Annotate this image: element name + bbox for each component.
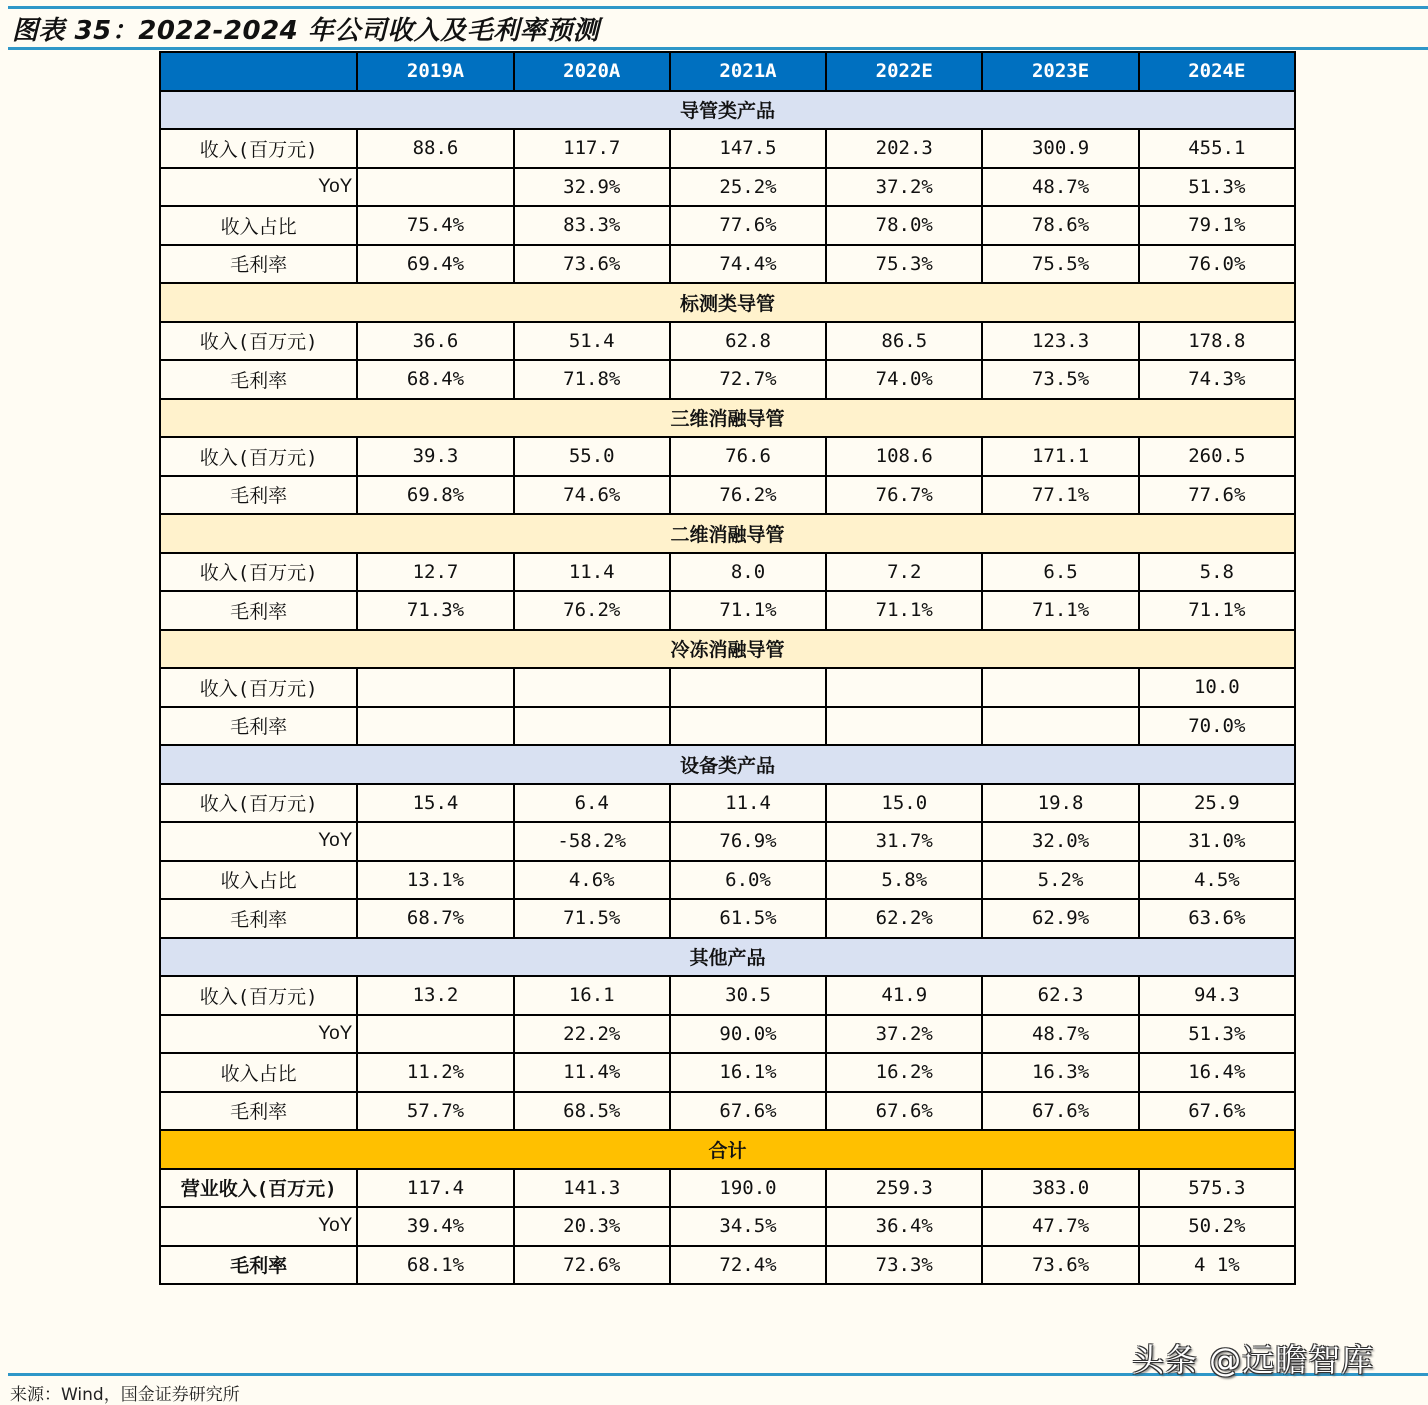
value-cell: 5.2% xyxy=(982,861,1138,900)
value-cell: 147.5 xyxy=(670,129,826,168)
value-cell: 61.5% xyxy=(670,899,826,938)
value-cell xyxy=(826,707,982,746)
value-cell: 11.4 xyxy=(514,553,670,592)
value-cell: 71.5% xyxy=(514,899,670,938)
value-cell: 51.3% xyxy=(1139,1015,1295,1054)
row-label: 收入占比 xyxy=(160,1053,357,1092)
value-cell: 11.4 xyxy=(670,784,826,823)
section-title: 冷冻消融导管 xyxy=(160,630,1295,669)
value-cell: 300.9 xyxy=(982,129,1138,168)
section-title: 设备类产品 xyxy=(160,745,1295,784)
value-cell: 15.0 xyxy=(826,784,982,823)
value-cell: 94.3 xyxy=(1139,976,1295,1015)
value-cell: 78.0% xyxy=(826,206,982,245)
row-label: 收入(百万元) xyxy=(160,437,357,476)
value-cell: 16.1% xyxy=(670,1053,826,1092)
value-cell xyxy=(982,668,1138,707)
value-cell: 69.8% xyxy=(357,476,513,515)
value-cell: 74.6% xyxy=(514,476,670,515)
value-cell: 74.4% xyxy=(670,245,826,284)
value-cell: 62.9% xyxy=(982,899,1138,938)
value-cell: 83.3% xyxy=(514,206,670,245)
value-cell: 4.6% xyxy=(514,861,670,900)
value-cell: 73.6% xyxy=(514,245,670,284)
value-cell: 39.4% xyxy=(357,1207,513,1246)
value-cell: 71.1% xyxy=(826,591,982,630)
value-cell: 76.2% xyxy=(514,591,670,630)
value-cell: 55.0 xyxy=(514,437,670,476)
value-cell: 30.5 xyxy=(670,976,826,1015)
value-cell: 16.4% xyxy=(1139,1053,1295,1092)
value-cell: 51.3% xyxy=(1139,168,1295,207)
value-cell: 63.6% xyxy=(1139,899,1295,938)
value-cell: 36.6 xyxy=(357,322,513,361)
value-cell xyxy=(514,668,670,707)
value-cell: 69.4% xyxy=(357,245,513,284)
value-cell: 36.4% xyxy=(826,1207,982,1246)
value-cell: 20.3% xyxy=(514,1207,670,1246)
value-cell: 10.0 xyxy=(1139,668,1295,707)
table-row xyxy=(160,437,1295,476)
value-cell: 62.2% xyxy=(826,899,982,938)
header-cell-2021A: 2021A xyxy=(670,52,826,91)
value-cell: 75.3% xyxy=(826,245,982,284)
section-title: 标测类导管 xyxy=(160,283,1295,322)
row-label: 毛利率 xyxy=(160,360,357,399)
value-cell: 86.5 xyxy=(826,322,982,361)
value-cell: 76.6 xyxy=(670,437,826,476)
value-cell: 57.7% xyxy=(357,1092,513,1131)
row-label: 毛利率 xyxy=(160,707,357,746)
row-label: 毛利率 xyxy=(160,476,357,515)
row-label: 毛利率 xyxy=(160,1246,357,1285)
table-row xyxy=(160,976,1295,1015)
value-cell: 34.5% xyxy=(670,1207,826,1246)
value-cell: 62.3 xyxy=(982,976,1138,1015)
section-title: 其他产品 xyxy=(160,938,1295,977)
section-row xyxy=(160,514,1295,553)
table-row xyxy=(160,168,1295,207)
value-cell: 73.3% xyxy=(826,1246,982,1285)
value-cell: 79.1% xyxy=(1139,206,1295,245)
table-row xyxy=(160,322,1295,361)
section-row xyxy=(160,745,1295,784)
table-row xyxy=(160,591,1295,630)
value-cell: 32.9% xyxy=(514,168,670,207)
value-cell: 141.3 xyxy=(514,1169,670,1208)
value-cell: 8.0 xyxy=(670,553,826,592)
value-cell: 4 1% xyxy=(1139,1246,1295,1285)
value-cell: 6.0% xyxy=(670,861,826,900)
value-cell: 88.6 xyxy=(357,129,513,168)
value-cell: 6.5 xyxy=(982,553,1138,592)
row-label: YoY xyxy=(160,1015,357,1054)
header-cell-2020A: 2020A xyxy=(514,52,670,91)
value-cell xyxy=(357,668,513,707)
section-title: 合计 xyxy=(160,1130,1295,1169)
value-cell: 68.7% xyxy=(357,899,513,938)
value-cell: 74.3% xyxy=(1139,360,1295,399)
value-cell: 22.2% xyxy=(514,1015,670,1054)
value-cell: 12.7 xyxy=(357,553,513,592)
value-cell: 123.3 xyxy=(982,322,1138,361)
table-row xyxy=(160,1015,1295,1054)
table-row xyxy=(160,861,1295,900)
table-row xyxy=(160,206,1295,245)
table-row xyxy=(160,360,1295,399)
value-cell: 19.8 xyxy=(982,784,1138,823)
row-label: 毛利率 xyxy=(160,1092,357,1131)
value-cell: 15.4 xyxy=(357,784,513,823)
table-row xyxy=(160,1246,1295,1285)
value-cell xyxy=(670,707,826,746)
value-cell: 76.9% xyxy=(670,822,826,861)
value-cell: 202.3 xyxy=(826,129,982,168)
value-cell: 68.1% xyxy=(357,1246,513,1285)
value-cell: 5.8 xyxy=(1139,553,1295,592)
section-row xyxy=(160,91,1295,130)
value-cell: 31.0% xyxy=(1139,822,1295,861)
value-cell: 72.4% xyxy=(670,1246,826,1285)
value-cell xyxy=(982,707,1138,746)
forecast-table xyxy=(159,51,1296,1285)
section-row xyxy=(160,938,1295,977)
table-row xyxy=(160,784,1295,823)
table-row xyxy=(160,1053,1295,1092)
table-body xyxy=(160,91,1295,1285)
value-cell xyxy=(826,668,982,707)
row-label: 收入(百万元) xyxy=(160,976,357,1015)
value-cell: 74.0% xyxy=(826,360,982,399)
value-cell: 67.6% xyxy=(1139,1092,1295,1131)
value-cell: 71.1% xyxy=(670,591,826,630)
value-cell: 75.5% xyxy=(982,245,1138,284)
value-cell: 117.4 xyxy=(357,1169,513,1208)
row-label: YoY xyxy=(160,822,357,861)
table-row xyxy=(160,1207,1295,1246)
value-cell: 90.0% xyxy=(670,1015,826,1054)
value-cell: 68.4% xyxy=(357,360,513,399)
value-cell: 37.2% xyxy=(826,168,982,207)
value-cell: 67.6% xyxy=(826,1092,982,1131)
title-top-rule xyxy=(8,6,1428,9)
section-row xyxy=(160,1130,1295,1169)
value-cell: 76.0% xyxy=(1139,245,1295,284)
value-cell: 25.9 xyxy=(1139,784,1295,823)
value-cell: 48.7% xyxy=(982,1015,1138,1054)
value-cell xyxy=(670,668,826,707)
header-cell-2019A: 2019A xyxy=(357,52,513,91)
header-cell-2022E: 2022E xyxy=(826,52,982,91)
value-cell: 4.5% xyxy=(1139,861,1295,900)
value-cell: 11.2% xyxy=(357,1053,513,1092)
table-row xyxy=(160,1169,1295,1208)
value-cell xyxy=(357,822,513,861)
table-row xyxy=(160,476,1295,515)
value-cell: 67.6% xyxy=(670,1092,826,1131)
source-note: 来源：Wind，国金证券研究所 xyxy=(10,1385,240,1405)
header-cell-2023E: 2023E xyxy=(982,52,1138,91)
header-cell-2024E: 2024E xyxy=(1139,52,1295,91)
value-cell: 171.1 xyxy=(982,437,1138,476)
value-cell: 72.6% xyxy=(514,1246,670,1285)
title-bottom-rule xyxy=(8,47,1428,50)
value-cell: 32.0% xyxy=(982,822,1138,861)
value-cell: 77.6% xyxy=(670,206,826,245)
value-cell: 16.2% xyxy=(826,1053,982,1092)
value-cell: 39.3 xyxy=(357,437,513,476)
value-cell: 71.3% xyxy=(357,591,513,630)
row-label: 毛利率 xyxy=(160,245,357,284)
row-label: 收入(百万元) xyxy=(160,784,357,823)
value-cell: 70.0% xyxy=(1139,707,1295,746)
value-cell: 48.7% xyxy=(982,168,1138,207)
value-cell: 31.7% xyxy=(826,822,982,861)
value-cell: 76.7% xyxy=(826,476,982,515)
table-row xyxy=(160,707,1295,746)
value-cell: 71.1% xyxy=(982,591,1138,630)
value-cell xyxy=(514,707,670,746)
value-cell: 5.8% xyxy=(826,861,982,900)
value-cell: 455.1 xyxy=(1139,129,1295,168)
value-cell: 62.8 xyxy=(670,322,826,361)
value-cell xyxy=(357,707,513,746)
value-cell: 16.1 xyxy=(514,976,670,1015)
table-row xyxy=(160,245,1295,284)
table-row xyxy=(160,1092,1295,1131)
value-cell: 37.2% xyxy=(826,1015,982,1054)
value-cell xyxy=(357,1015,513,1054)
value-cell: -58.2% xyxy=(514,822,670,861)
value-cell: 41.9 xyxy=(826,976,982,1015)
value-cell: 16.3% xyxy=(982,1053,1138,1092)
row-label: 收入(百万元) xyxy=(160,553,357,592)
section-title: 三维消融导管 xyxy=(160,399,1295,438)
table-row xyxy=(160,553,1295,592)
table-row xyxy=(160,899,1295,938)
section-row xyxy=(160,399,1295,438)
row-label: YoY xyxy=(160,168,357,207)
value-cell: 6.4 xyxy=(514,784,670,823)
value-cell: 67.6% xyxy=(982,1092,1138,1131)
figure-title: 图表 35：2022-2024 年公司收入及毛利率预测 xyxy=(12,16,600,46)
row-label: 收入占比 xyxy=(160,861,357,900)
row-label: 毛利率 xyxy=(160,591,357,630)
value-cell: 71.8% xyxy=(514,360,670,399)
value-cell: 73.6% xyxy=(982,1246,1138,1285)
value-cell: 178.8 xyxy=(1139,322,1295,361)
value-cell: 71.1% xyxy=(1139,591,1295,630)
value-cell: 68.5% xyxy=(514,1092,670,1131)
value-cell: 77.6% xyxy=(1139,476,1295,515)
table-row xyxy=(160,668,1295,707)
value-cell: 190.0 xyxy=(670,1169,826,1208)
value-cell: 13.1% xyxy=(357,861,513,900)
value-cell: 108.6 xyxy=(826,437,982,476)
row-label: 营业收入(百万元) xyxy=(160,1169,357,1208)
value-cell: 117.7 xyxy=(514,129,670,168)
section-title: 二维消融导管 xyxy=(160,514,1295,553)
value-cell: 51.4 xyxy=(514,322,670,361)
value-cell: 13.2 xyxy=(357,976,513,1015)
table-row xyxy=(160,129,1295,168)
row-label: 收入(百万元) xyxy=(160,129,357,168)
row-label: YoY xyxy=(160,1207,357,1246)
section-title: 导管类产品 xyxy=(160,91,1295,130)
value-cell: 25.2% xyxy=(670,168,826,207)
value-cell: 259.3 xyxy=(826,1169,982,1208)
header-row xyxy=(160,52,1295,91)
value-cell xyxy=(357,168,513,207)
table-row xyxy=(160,822,1295,861)
value-cell: 77.1% xyxy=(982,476,1138,515)
value-cell: 7.2 xyxy=(826,553,982,592)
row-label: 收入(百万元) xyxy=(160,668,357,707)
value-cell: 73.5% xyxy=(982,360,1138,399)
value-cell: 260.5 xyxy=(1139,437,1295,476)
row-label: 收入(百万元) xyxy=(160,322,357,361)
watermark: 头条 @远瞻智库 xyxy=(1132,1341,1375,1379)
section-row xyxy=(160,630,1295,669)
value-cell: 11.4% xyxy=(514,1053,670,1092)
header-cell-blank xyxy=(160,52,357,91)
value-cell: 75.4% xyxy=(357,206,513,245)
section-row xyxy=(160,283,1295,322)
row-label: 收入占比 xyxy=(160,206,357,245)
value-cell: 47.7% xyxy=(982,1207,1138,1246)
value-cell: 72.7% xyxy=(670,360,826,399)
value-cell: 575.3 xyxy=(1139,1169,1295,1208)
value-cell: 78.6% xyxy=(982,206,1138,245)
value-cell: 50.2% xyxy=(1139,1207,1295,1246)
value-cell: 383.0 xyxy=(982,1169,1138,1208)
row-label: 毛利率 xyxy=(160,899,357,938)
value-cell: 76.2% xyxy=(670,476,826,515)
